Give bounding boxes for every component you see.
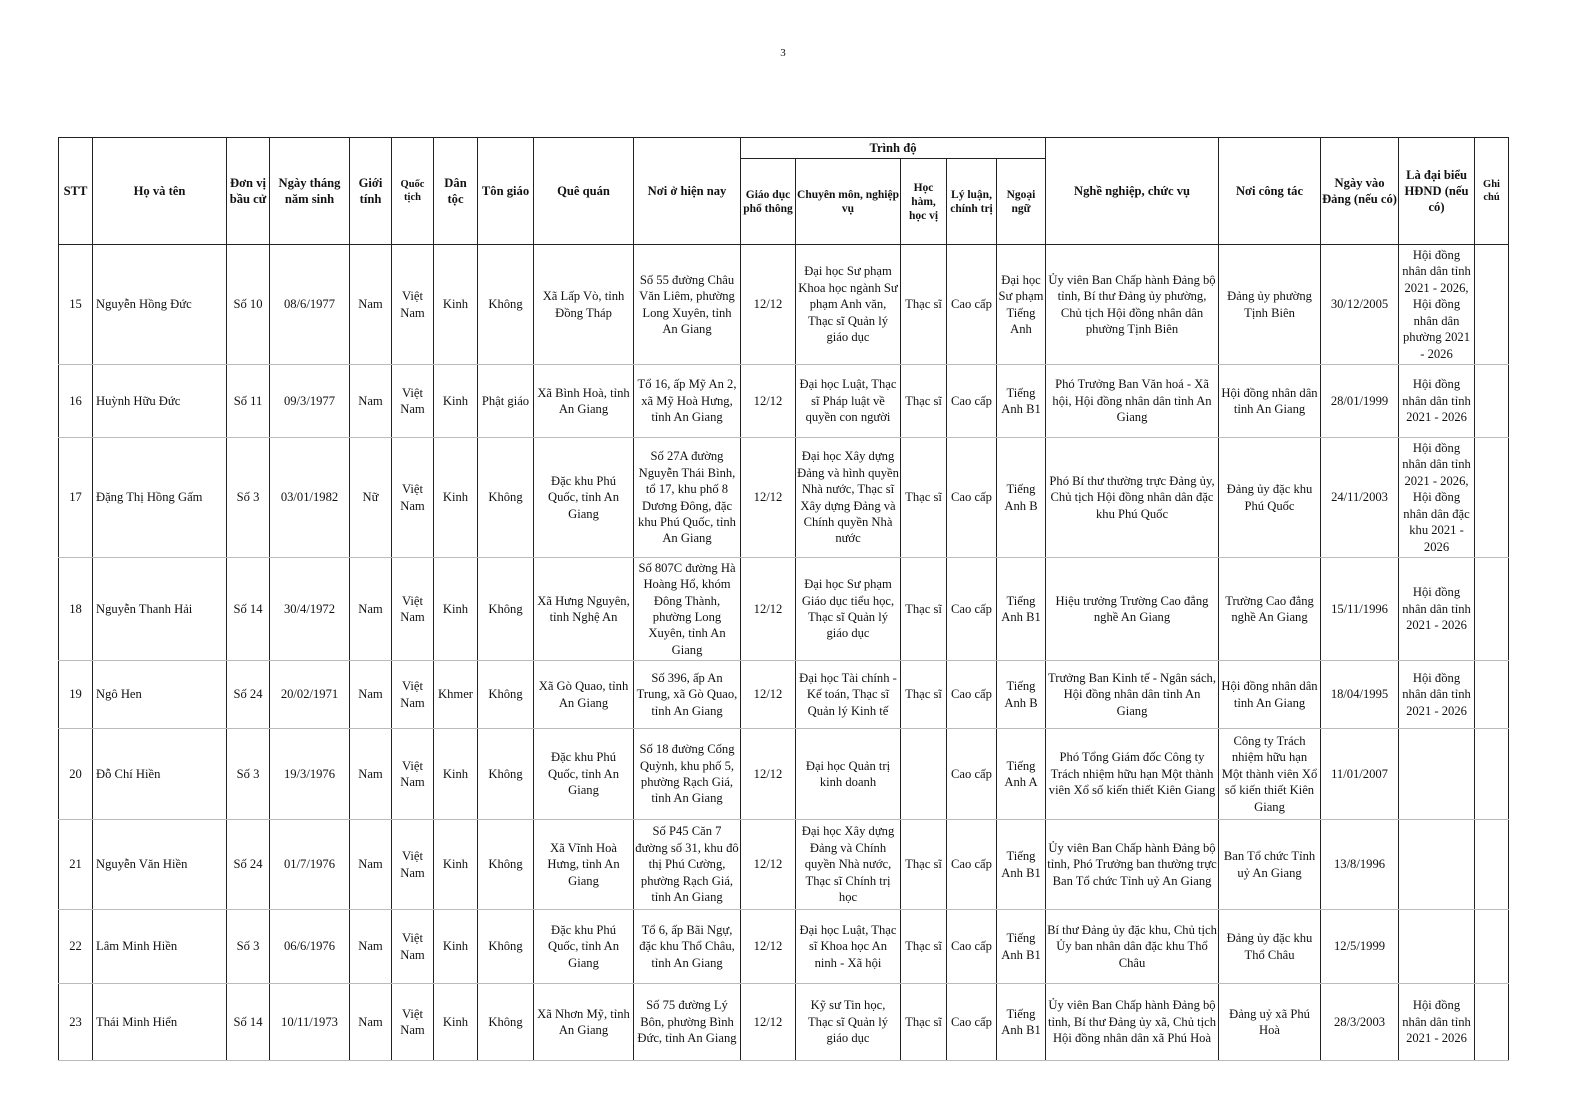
cell-workplace: Đảng uỷ xã Phú Hoà — [1219, 984, 1321, 1061]
cell-academic-degree: Thạc sĩ — [901, 910, 947, 984]
cell-notes — [1475, 245, 1509, 365]
cell-council-member — [1399, 729, 1475, 820]
cell-occupation: Ủy viên Ban Chấp hành Đảng bộ tỉnh, Bí thư Đảng ủy xã, Chủ tịch Hội đồng nhân dân xã Phú Hoà — [1046, 984, 1219, 1061]
cell-notes — [1475, 984, 1509, 1061]
cell-full-name: Thái Minh Hiển — [93, 984, 227, 1061]
cell-constituency: Số 3 — [227, 438, 270, 558]
cell-birthdate: 08/6/1977 — [270, 245, 350, 365]
header-workplace: Nơi công tác — [1219, 138, 1321, 245]
cell-full-name: Nguyễn Văn Hiền — [93, 820, 227, 910]
header-name: Họ và tên — [93, 138, 227, 245]
cell-full-name: Đỗ Chí Hiền — [93, 729, 227, 820]
cell-stt: 16 — [59, 365, 93, 438]
cell-specialty: Đại học Quản trị kinh doanh — [796, 729, 901, 820]
cell-political-theory: Cao cấp — [947, 245, 997, 365]
header-academic-degree: Học hàm, học vị — [901, 159, 947, 245]
cell-academic-degree: Thạc sĩ — [901, 438, 947, 558]
cell-occupation: Bí thư Đảng ủy đặc khu, Chủ tịch Ủy ban nhân dân đặc khu Thổ Châu — [1046, 910, 1219, 984]
cell-academic-degree: Thạc sĩ — [901, 558, 947, 661]
cell-general-education: 12/12 — [741, 910, 796, 984]
cell-religion: Không — [478, 984, 534, 1061]
cell-workplace: Hội đồng nhân dân tỉnh An Giang — [1219, 365, 1321, 438]
cell-party-join-date: 15/11/1996 — [1321, 558, 1399, 661]
header-religion: Tôn giáo — [478, 138, 534, 245]
cell-religion: Không — [478, 820, 534, 910]
cell-workplace: Đảng ủy đặc khu Phú Quốc — [1219, 438, 1321, 558]
cell-nationality: Việt Nam — [392, 984, 434, 1061]
cell-stt: 23 — [59, 984, 93, 1061]
cell-notes — [1475, 729, 1509, 820]
cell-residence: Số 396, ấp An Trung, xã Gò Quao, tỉnh An Giang — [634, 661, 741, 729]
header-stt: STT — [59, 138, 93, 245]
cell-specialty: Đại học Tài chính - Kế toán, Thạc sĩ Quản lý Kinh tế — [796, 661, 901, 729]
cell-birthdate: 30/4/1972 — [270, 558, 350, 661]
cell-political-theory: Cao cấp — [947, 820, 997, 910]
cell-religion: Không — [478, 729, 534, 820]
cell-birthdate: 20/02/1971 — [270, 661, 350, 729]
cell-hometown: Xã Nhơn Mỹ, tỉnh An Giang — [534, 984, 634, 1061]
cell-general-education: 12/12 — [741, 984, 796, 1061]
candidate-table — [58, 137, 1509, 1061]
cell-workplace: Đảng ủy phường Tịnh Biên — [1219, 245, 1321, 365]
cell-religion: Không — [478, 910, 534, 984]
cell-constituency: Số 24 — [227, 820, 270, 910]
cell-council-member — [1399, 820, 1475, 910]
cell-political-theory: Cao cấp — [947, 558, 997, 661]
table-row — [59, 729, 1509, 820]
cell-religion: Không — [478, 438, 534, 558]
cell-occupation: Phó Trưởng Ban Văn hoá - Xã hội, Hội đồng nhân dân tỉnh An Giang — [1046, 365, 1219, 438]
table-row — [59, 365, 1509, 438]
cell-occupation: Phó Tổng Giám đốc Công ty Trách nhiệm hữu hạn Một thành viên Xổ số kiến thiết Kiên Giang — [1046, 729, 1219, 820]
cell-council-member: Hội đồng nhân dân tỉnh 2021 - 2026 — [1399, 984, 1475, 1061]
cell-specialty: Đại học Sư phạm Khoa học ngành Sư phạm Anh văn, Thạc sĩ Quản lý giáo dục — [796, 245, 901, 365]
cell-general-education: 12/12 — [741, 820, 796, 910]
cell-general-education: 12/12 — [741, 245, 796, 365]
cell-ethnicity: Kinh — [434, 984, 478, 1061]
cell-gender: Nam — [350, 729, 392, 820]
cell-gender: Nam — [350, 365, 392, 438]
header-ethnicity: Dân tộc — [434, 138, 478, 245]
cell-religion: Không — [478, 661, 534, 729]
cell-hometown: Xã Hưng Nguyên, tỉnh Nghệ An — [534, 558, 634, 661]
cell-academic-degree — [901, 729, 947, 820]
cell-ethnicity: Kinh — [434, 558, 478, 661]
cell-constituency: Số 14 — [227, 984, 270, 1061]
cell-occupation: Ủy viên Ban Chấp hành Đảng bộ tỉnh, Phó Trưởng ban thường trực Ban Tổ chức Tỉnh uỷ An Giang — [1046, 820, 1219, 910]
cell-birthdate: 10/11/1973 — [270, 984, 350, 1061]
cell-notes — [1475, 438, 1509, 558]
cell-hometown: Xã Lấp Vò, tỉnh Đồng Tháp — [534, 245, 634, 365]
cell-academic-degree: Thạc sĩ — [901, 984, 947, 1061]
cell-stt: 22 — [59, 910, 93, 984]
cell-academic-degree: Thạc sĩ — [901, 661, 947, 729]
cell-nationality: Việt Nam — [392, 820, 434, 910]
cell-gender: Nam — [350, 558, 392, 661]
cell-stt: 17 — [59, 438, 93, 558]
cell-party-join-date: 24/11/2003 — [1321, 438, 1399, 558]
cell-gender: Nam — [350, 910, 392, 984]
cell-workplace: Công ty Trách nhiệm hữu hạn Một thành viên Xổ số kiến thiết Kiên Giang — [1219, 729, 1321, 820]
cell-hometown: Đặc khu Phú Quốc, tỉnh An Giang — [534, 910, 634, 984]
cell-ethnicity: Khmer — [434, 661, 478, 729]
table-row — [59, 984, 1509, 1061]
cell-party-join-date: 13/8/1996 — [1321, 820, 1399, 910]
cell-council-member: Hội đồng nhân dân tỉnh 2021 - 2026, Hội đồng nhân dân đặc khu 2021 - 2026 — [1399, 438, 1475, 558]
cell-specialty: Đại học Luật, Thạc sĩ Pháp luật về quyền con người — [796, 365, 901, 438]
header-residence: Nơi ở hiện nay — [634, 138, 741, 245]
cell-birthdate: 06/6/1976 — [270, 910, 350, 984]
cell-full-name: Nguyễn Thanh Hải — [93, 558, 227, 661]
cell-council-member: Hội đồng nhân dân tỉnh 2021 - 2026 — [1399, 365, 1475, 438]
cell-foreign-language: Tiếng Anh B1 — [997, 558, 1046, 661]
cell-specialty: Đại học Luật, Thạc sĩ Khoa học An ninh - Xã hội — [796, 910, 901, 984]
cell-stt: 19 — [59, 661, 93, 729]
cell-hometown: Đặc khu Phú Quốc, tỉnh An Giang — [534, 729, 634, 820]
cell-residence: Số 55 đường Châu Văn Liêm, phường Long Xuyên, tỉnh An Giang — [634, 245, 741, 365]
cell-constituency: Số 10 — [227, 245, 270, 365]
cell-constituency: Số 3 — [227, 729, 270, 820]
header-nationality: Quốc tịch — [392, 138, 434, 245]
cell-nationality: Việt Nam — [392, 558, 434, 661]
cell-hometown: Xã Vĩnh Hoà Hưng, tỉnh An Giang — [534, 820, 634, 910]
cell-general-education: 12/12 — [741, 558, 796, 661]
cell-specialty: Kỹ sư Tin học, Thạc sĩ Quản lý giáo dục — [796, 984, 901, 1061]
cell-nationality: Việt Nam — [392, 245, 434, 365]
cell-general-education: 12/12 — [741, 365, 796, 438]
cell-residence: Số 807C đường Hà Hoàng Hổ, khóm Đông Thành, phường Long Xuyên, tỉnh An Giang — [634, 558, 741, 661]
cell-notes — [1475, 910, 1509, 984]
cell-workplace: Trường Cao đẳng nghề An Giang — [1219, 558, 1321, 661]
header-notes: Ghi chú — [1475, 138, 1509, 245]
cell-political-theory: Cao cấp — [947, 365, 997, 438]
cell-specialty: Đại học Xây dựng Đảng và hình quyền Nhà nước, Thạc sĩ Xây dựng Đảng và Chính quyền Nhà nước — [796, 438, 901, 558]
cell-foreign-language: Tiếng Anh B — [997, 438, 1046, 558]
cell-academic-degree: Thạc sĩ — [901, 365, 947, 438]
header-occupation: Nghề nghiệp, chức vụ — [1046, 138, 1219, 245]
table-body — [59, 245, 1509, 1061]
cell-gender: Nam — [350, 245, 392, 365]
cell-residence: Số P45 Căn 7 đường số 31, khu đô thị Phú Cường, phường Rạch Giá, tỉnh An Giang — [634, 820, 741, 910]
cell-residence: Tổ 16, ấp Mỹ An 2, xã Mỹ Hoà Hưng, tỉnh An Giang — [634, 365, 741, 438]
cell-full-name: Nguyễn Hồng Đức — [93, 245, 227, 365]
cell-residence: Tổ 6, ấp Bãi Ngự, đặc khu Thổ Châu, tỉnh An Giang — [634, 910, 741, 984]
cell-academic-degree: Thạc sĩ — [901, 245, 947, 365]
cell-constituency: Số 11 — [227, 365, 270, 438]
cell-nationality: Việt Nam — [392, 910, 434, 984]
cell-party-join-date: 28/01/1999 — [1321, 365, 1399, 438]
cell-full-name: Ngô Hen — [93, 661, 227, 729]
cell-general-education: 12/12 — [741, 661, 796, 729]
cell-occupation: Hiệu trưởng Trường Cao đẳng nghề An Giang — [1046, 558, 1219, 661]
cell-birthdate: 09/3/1977 — [270, 365, 350, 438]
cell-academic-degree: Thạc sĩ — [901, 820, 947, 910]
header-council-member: Là đại biểu HĐND (nếu có) — [1399, 138, 1475, 245]
cell-religion: Không — [478, 558, 534, 661]
cell-gender: Nam — [350, 820, 392, 910]
cell-religion: Không — [478, 245, 534, 365]
cell-workplace: Ban Tổ chức Tỉnh uỷ An Giang — [1219, 820, 1321, 910]
cell-gender: Nữ — [350, 438, 392, 558]
cell-residence: Số 75 đường Lý Bôn, phường Bình Đức, tỉnh An Giang — [634, 984, 741, 1061]
cell-political-theory: Cao cấp — [947, 910, 997, 984]
cell-hometown: Xã Gò Quao, tỉnh An Giang — [534, 661, 634, 729]
cell-party-join-date: 30/12/2005 — [1321, 245, 1399, 365]
cell-occupation: Phó Bí thư thường trực Đảng ủy, Chủ tịch Hội đồng nhân dân đặc khu Phú Quốc — [1046, 438, 1219, 558]
cell-workplace: Đảng ủy đặc khu Thổ Châu — [1219, 910, 1321, 984]
cell-stt: 20 — [59, 729, 93, 820]
cell-residence: Số 18 đường Cống Quỳnh, khu phố 5, phường Rạch Giá, tỉnh An Giang — [634, 729, 741, 820]
cell-foreign-language: Tiếng Anh A — [997, 729, 1046, 820]
cell-hometown: Xã Bình Hoà, tỉnh An Giang — [534, 365, 634, 438]
cell-full-name: Lâm Minh Hiền — [93, 910, 227, 984]
table-row — [59, 820, 1509, 910]
header-constituency: Đơn vị bầu cử — [227, 138, 270, 245]
cell-council-member: Hội đồng nhân dân tỉnh 2021 - 2026, Hội đồng nhân dân phường 2021 - 2026 — [1399, 245, 1475, 365]
cell-nationality: Việt Nam — [392, 661, 434, 729]
header-specialty: Chuyên môn, nghiệp vụ — [796, 159, 901, 245]
cell-workplace: Hội đồng nhân dân tỉnh An Giang — [1219, 661, 1321, 729]
cell-notes — [1475, 558, 1509, 661]
cell-specialty: Đại học Xây dựng Đảng và Chính quyền Nhà nước, Thạc sĩ Chính trị học — [796, 820, 901, 910]
table-row — [59, 245, 1509, 365]
cell-ethnicity: Kinh — [434, 820, 478, 910]
cell-nationality: Việt Nam — [392, 438, 434, 558]
cell-political-theory: Cao cấp — [947, 984, 997, 1061]
cell-full-name: Đặng Thị Hồng Gấm — [93, 438, 227, 558]
cell-notes — [1475, 365, 1509, 438]
header-political-theory: Lý luận, chính trị — [947, 159, 997, 245]
cell-specialty: Đại học Sư phạm Giáo dục tiểu học, Thạc sĩ Quản lý giáo dục — [796, 558, 901, 661]
cell-foreign-language: Tiếng Anh B1 — [997, 365, 1046, 438]
cell-ethnicity: Kinh — [434, 438, 478, 558]
cell-party-join-date: 12/5/1999 — [1321, 910, 1399, 984]
cell-general-education: 12/12 — [741, 729, 796, 820]
cell-ethnicity: Kinh — [434, 245, 478, 365]
cell-constituency: Số 24 — [227, 661, 270, 729]
header-hometown: Quê quán — [534, 138, 634, 245]
cell-notes — [1475, 661, 1509, 729]
cell-stt: 18 — [59, 558, 93, 661]
cell-political-theory: Cao cấp — [947, 661, 997, 729]
header-gender: Giới tính — [350, 138, 392, 245]
cell-birthdate: 03/01/1982 — [270, 438, 350, 558]
cell-stt: 21 — [59, 820, 93, 910]
header-general-education: Giáo dục phổ thông — [741, 159, 796, 245]
cell-religion: Phật giáo — [478, 365, 534, 438]
cell-party-join-date: 28/3/2003 — [1321, 984, 1399, 1061]
cell-residence: Số 27A đường Nguyễn Thái Bình, tổ 17, khu phố 8 Dương Đông, đặc khu Phú Quốc, tỉnh An Giang — [634, 438, 741, 558]
cell-notes — [1475, 820, 1509, 910]
cell-ethnicity: Kinh — [434, 729, 478, 820]
header-party-date: Ngày vào Đảng (nếu có) — [1321, 138, 1399, 245]
cell-occupation: Ủy viên Ban Chấp hành Đảng bộ tỉnh, Bí thư Đảng ủy phường, Chủ tịch Hội đồng nhân dân phường Tịnh Biên — [1046, 245, 1219, 365]
page-number: 3 — [780, 47, 786, 59]
cell-hometown: Đặc khu Phú Quốc, tỉnh An Giang — [534, 438, 634, 558]
cell-gender: Nam — [350, 984, 392, 1061]
cell-occupation: Trưởng Ban Kinh tế - Ngân sách, Hội đồng nhân dân tỉnh An Giang — [1046, 661, 1219, 729]
cell-constituency: Số 14 — [227, 558, 270, 661]
cell-party-join-date: 11/01/2007 — [1321, 729, 1399, 820]
cell-party-join-date: 18/04/1995 — [1321, 661, 1399, 729]
table-row — [59, 910, 1509, 984]
cell-ethnicity: Kinh — [434, 910, 478, 984]
cell-birthdate: 19/3/1976 — [270, 729, 350, 820]
header-birthdate: Ngày tháng năm sinh — [270, 138, 350, 245]
cell-stt: 15 — [59, 245, 93, 365]
cell-foreign-language: Đại học Sư phạm Tiếng Anh — [997, 245, 1046, 365]
cell-full-name: Huỳnh Hữu Đức — [93, 365, 227, 438]
cell-foreign-language: Tiếng Anh B1 — [997, 820, 1046, 910]
header-education-group: Trình độ — [741, 138, 1046, 159]
cell-gender: Nam — [350, 661, 392, 729]
cell-constituency: Số 3 — [227, 910, 270, 984]
cell-council-member: Hội đồng nhân dân tỉnh 2021 - 2026 — [1399, 558, 1475, 661]
cell-ethnicity: Kinh — [434, 365, 478, 438]
cell-nationality: Việt Nam — [392, 365, 434, 438]
cell-general-education: 12/12 — [741, 438, 796, 558]
table-row — [59, 438, 1509, 558]
cell-political-theory: Cao cấp — [947, 438, 997, 558]
table-row — [59, 558, 1509, 661]
cell-council-member: Hội đồng nhân dân tỉnh 2021 - 2026 — [1399, 661, 1475, 729]
cell-foreign-language: Tiếng Anh B — [997, 661, 1046, 729]
cell-foreign-language: Tiếng Anh B1 — [997, 984, 1046, 1061]
table-row — [59, 661, 1509, 729]
cell-council-member — [1399, 910, 1475, 984]
cell-foreign-language: Tiếng Anh B1 — [997, 910, 1046, 984]
header-foreign-language: Ngoại ngữ — [997, 159, 1046, 245]
cell-birthdate: 01/7/1976 — [270, 820, 350, 910]
cell-nationality: Việt Nam — [392, 729, 434, 820]
cell-political-theory: Cao cấp — [947, 729, 997, 820]
